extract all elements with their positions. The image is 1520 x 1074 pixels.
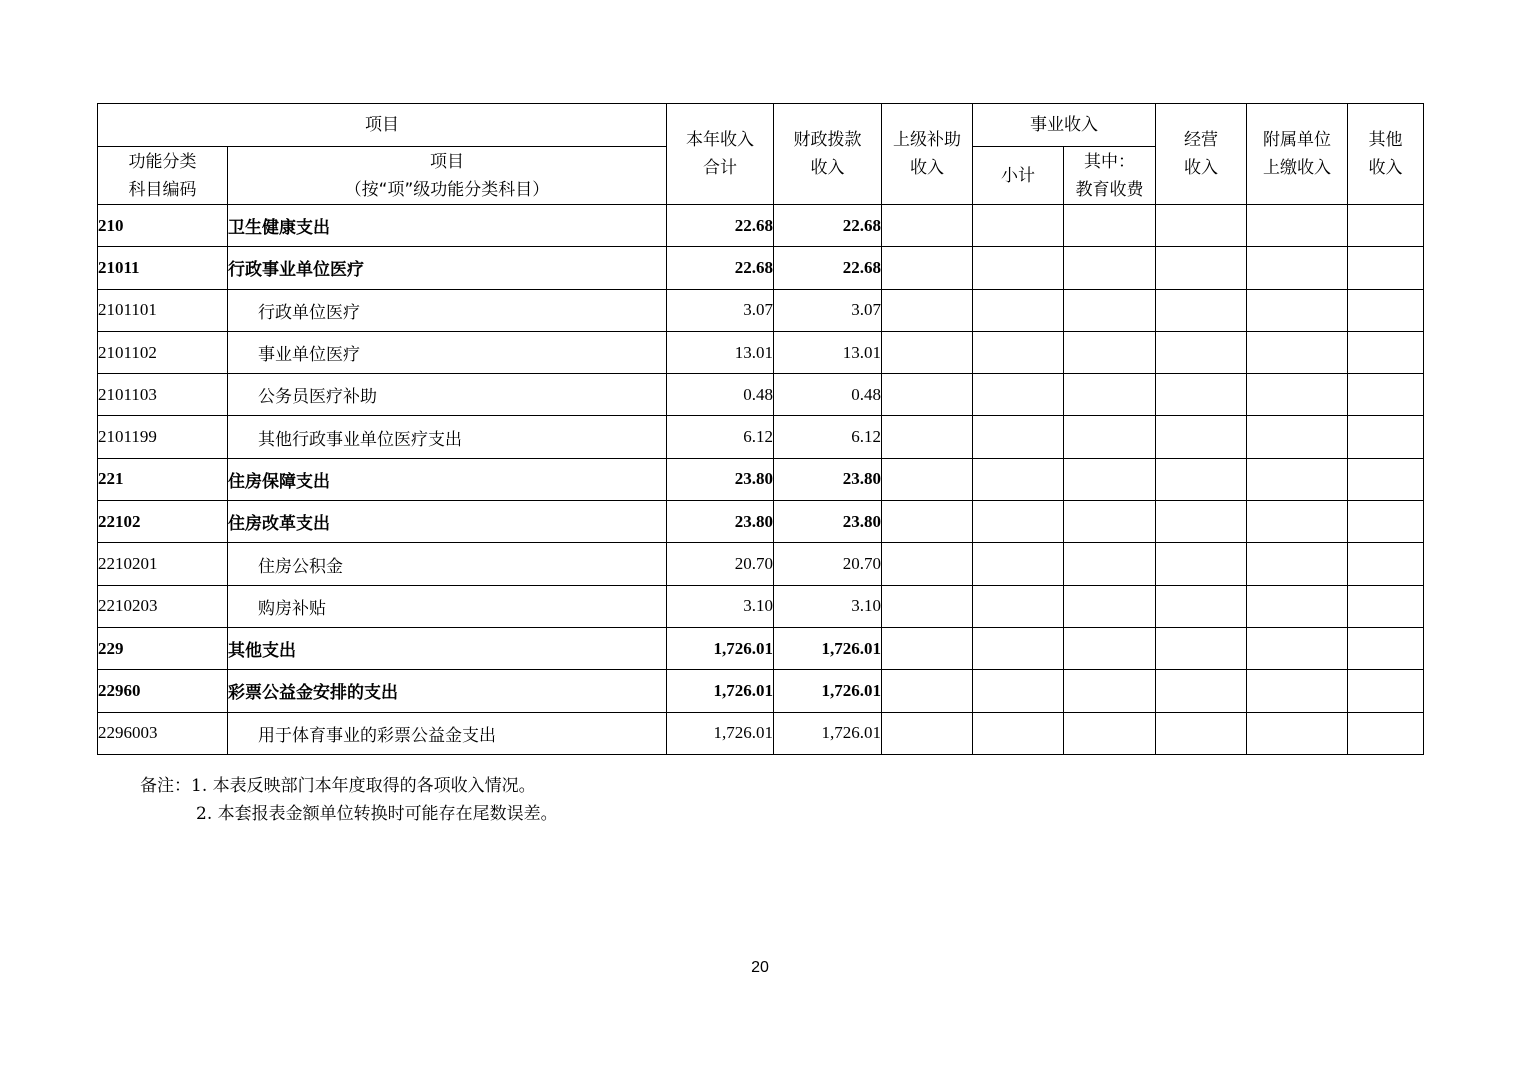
note-line-2: 2. 本套报表金额单位转换时可能存在尾数误差。 <box>196 804 558 824</box>
table-row: 2210203 购房补贴 3.10 3.10 <box>98 585 1424 627</box>
note-line-1: 备注：1. 本表反映部门本年度取得的各项收入情况。 <box>140 776 536 796</box>
header-business: 事业收入 <box>973 104 1156 147</box>
header-code: 功能分类 科目编码 <box>98 147 228 205</box>
header-item: 项目 （按“项”级功能分类科目） <box>228 147 667 205</box>
table-notes <box>140 772 558 828</box>
header-affiliate: 附属单位 上缴收入 <box>1247 104 1348 205</box>
header-edu-fee: 其中： 教育收费 <box>1064 147 1156 205</box>
table-row: 2101101 行政单位医疗 3.07 3.07 <box>98 289 1424 331</box>
header-superior: 上级补助 收入 <box>882 104 973 205</box>
table-row: 22102 住房改革支出 23.80 23.80 <box>98 501 1424 543</box>
table-row: 21011 行政事业单位医疗 22.68 22.68 <box>98 247 1424 289</box>
table-row: 2210201 住房公积金 20.70 20.70 <box>98 543 1424 585</box>
header-project: 项目 <box>98 104 667 147</box>
table-row: 2101199 其他行政事业单位医疗支出 6.12 6.12 <box>98 416 1424 458</box>
table-row: 2101102 事业单位医疗 13.01 13.01 <box>98 331 1424 373</box>
income-table <box>97 103 1424 755</box>
header-other: 其他 收入 <box>1348 104 1424 205</box>
header-operating: 经营 收入 <box>1156 104 1247 205</box>
table-row: 2101103 公务员医疗补助 0.48 0.48 <box>98 374 1424 416</box>
table-row: 22960 彩票公益金安排的支出 1,726.01 1,726.01 <box>98 670 1424 712</box>
header-subtotal: 小计 <box>973 147 1064 205</box>
table-row: 210 卫生健康支出 22.68 22.68 <box>98 205 1424 247</box>
table-row: 221 住房保障支出 23.80 23.80 <box>98 458 1424 500</box>
table-row: 2296003 用于体育事业的彩票公益金支出 1,726.01 1,726.01 <box>98 712 1424 754</box>
header-total: 本年收入 合计 <box>667 104 774 205</box>
header-fiscal: 财政拨款 收入 <box>774 104 882 205</box>
page-number: 20 <box>751 959 769 976</box>
table-row: 229 其他支出 1,726.01 1,726.01 <box>98 627 1424 669</box>
